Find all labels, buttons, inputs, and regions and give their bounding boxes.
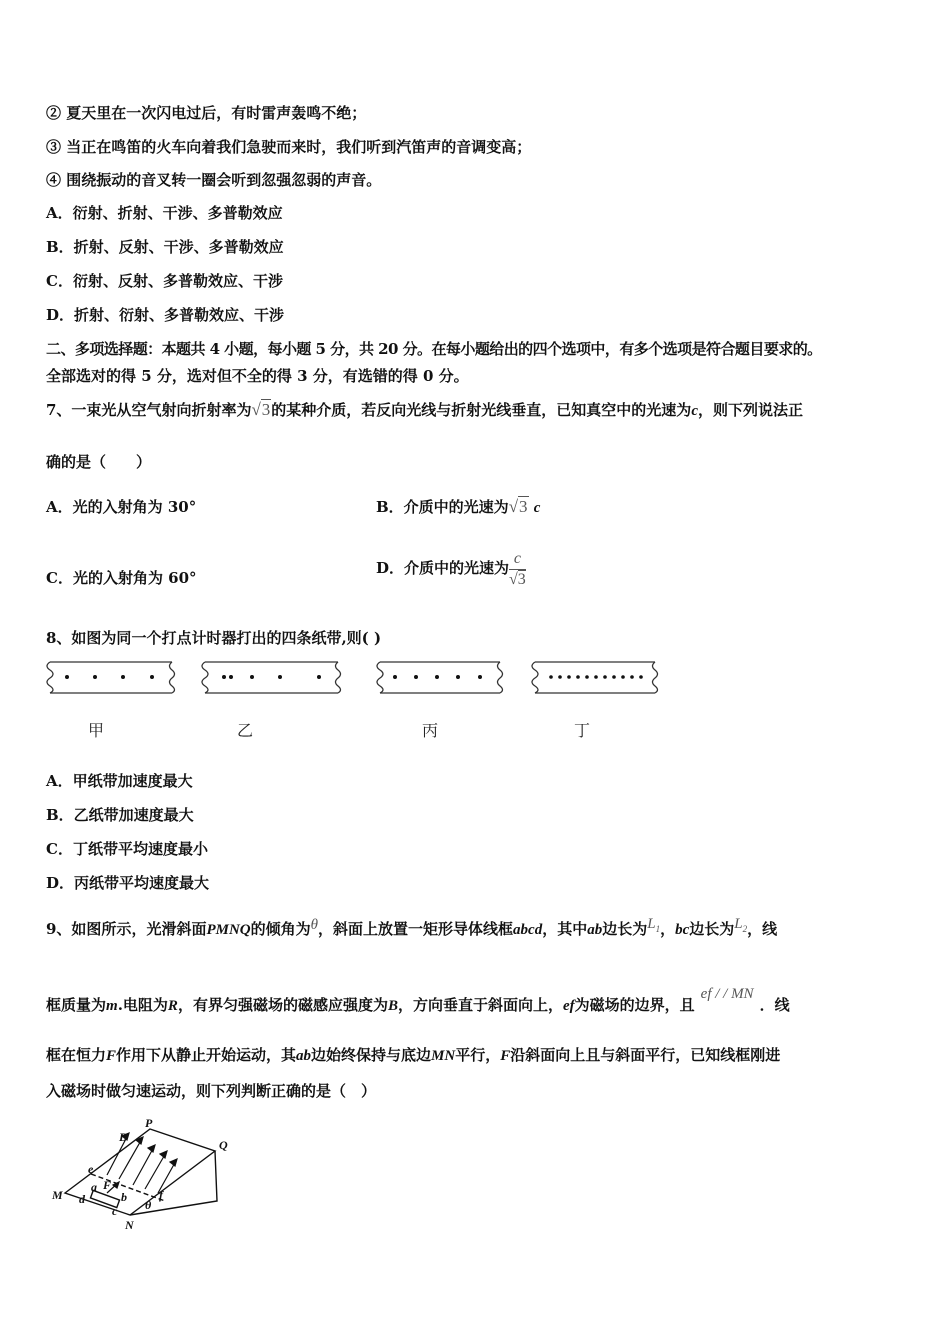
tape-jia-dot	[65, 675, 69, 679]
tape-label-bing: 丙	[422, 721, 439, 740]
tape-label-yi: 乙	[237, 721, 254, 740]
label-f: f	[159, 1188, 163, 1202]
q6-option-c: C．衍射、反射、多普勒效应、干涉	[46, 272, 283, 290]
q8-option-c: C．丁纸带平均速度最小	[46, 840, 208, 858]
q7-option-d: D．介质中的光速为 $\frac{c}{√3}$	[376, 549, 526, 588]
tape-ding-dot	[594, 675, 598, 679]
q9-stem-line2: 框质量为m.电阻为R，有界匀强磁场的磁感应强度为B，方向垂直于斜面向上，ef为磁场的边界，且ef / / MN．线	[46, 986, 790, 1014]
label-q: Q	[219, 1138, 228, 1152]
tape-ding-dot	[558, 675, 562, 679]
tape-ding-dot	[639, 675, 643, 679]
section2-heading-line2: 全部选对的得 5 分，选对但不全的得 3 分，有选错的得 0 分。	[46, 367, 469, 385]
q9-stem-line4: 入磁场时做匀速运动，则下列判断正确的是（ ）	[46, 1082, 377, 1100]
tape-yi-dot	[229, 675, 233, 679]
tape-yi-dot	[317, 675, 321, 679]
label-m: M	[52, 1188, 63, 1202]
q7-stem-line2: 确的是（ ）	[46, 453, 152, 471]
tape-bing-dot	[435, 675, 439, 679]
label-c: c	[112, 1204, 118, 1218]
tape-ding-dot	[612, 675, 616, 679]
label-b-corner: b	[121, 1190, 127, 1204]
q6-item-4: ④ 围绕振动的音叉转一圈会听到忽强忽弱的声音。	[46, 171, 382, 189]
label-p: P	[145, 1116, 153, 1130]
q7-option-a: A．光的入射角为 30°	[46, 498, 197, 516]
q6-item-3: ③ 当正在鸣笛的火车向着我们急驶而来时，我们听到汽笛声的音调变高；	[46, 138, 532, 156]
q6-option-d: D．折射、衍射、多普勒效应、干涉	[46, 306, 285, 324]
q6-item-2: ② 夏天里在一次闪电过后，有时雷声轰鸣不绝；	[46, 104, 367, 122]
tape-ding-dot	[567, 675, 571, 679]
tape-bing-dot	[414, 675, 418, 679]
tape-ding-dot	[603, 675, 607, 679]
tape-bing-dot	[393, 675, 397, 679]
tape-ding-dot	[621, 675, 625, 679]
q6-option-a: A．衍射、折射、干涉、多普勒效应	[46, 204, 283, 222]
label-theta: θ	[145, 1198, 152, 1212]
tape-bing-dot	[478, 675, 482, 679]
field-arrow	[133, 1145, 155, 1185]
tape-jia-dot	[150, 675, 154, 679]
q9-stem-line1: 9、如图所示，光滑斜面PMNQ的倾角为θ，斜面上放置一矩形导体线框abcd，其中ab边长为$L_1$，bc边长为$L_2$，线	[46, 916, 778, 938]
q7-option-c: C．光的入射角为 60°	[46, 569, 197, 587]
tape-jia-dot	[93, 675, 97, 679]
tape-bing-dot	[456, 675, 460, 679]
q8-option-b: B．乙纸带加速度最大	[46, 806, 194, 824]
label-a: a	[91, 1180, 97, 1194]
tape-label-ding: 丁	[574, 721, 591, 740]
tape-ding-dot	[630, 675, 634, 679]
tape-yi-dot	[278, 675, 282, 679]
q9-stem-line3: 框在恒力F作用下从静止开始运动，其ab边始终保持与底边MN平行，F沿斜面向上且与斜面平行，已知线框刚进	[46, 1046, 781, 1064]
tape-yi-dot	[250, 675, 254, 679]
q8-option-d: D．丙纸带平均速度最大	[46, 874, 210, 892]
tape-yi-dot	[222, 675, 226, 679]
label-e: e	[88, 1162, 94, 1176]
tape-ding-dot	[576, 675, 580, 679]
tape-ding-dot	[585, 675, 589, 679]
q8-option-a: A．甲纸带加速度最大	[46, 772, 193, 790]
q7-stem-line1: 7、一束光从空气射向折射率为√3的某种介质，若反向光线与折射光线垂直，已知真空中的光速为c，则下列说法正	[46, 400, 803, 419]
section2-heading-line1: 二、多项选择题：本题共 4 小题，每小题 5 分，共 20 分。在每小题给出的四个选项中，有多个选项是符合题目要求的。	[46, 340, 822, 358]
label-d: d	[79, 1192, 85, 1206]
label-f-force: F	[103, 1178, 112, 1192]
q8-tape-figure	[40, 655, 670, 705]
q8-title: 8、如图为同一个打点计时器打出的四条纸带,则( )	[46, 629, 382, 647]
q6-option-b: B．折射、反射、干涉、多普勒效应	[46, 238, 284, 256]
q9-incline-figure	[45, 1115, 245, 1240]
tape-ding-dot	[549, 675, 553, 679]
label-n: N	[125, 1218, 134, 1232]
tape-jia-dot	[121, 675, 125, 679]
tape-label-jia: 甲	[88, 721, 105, 740]
label-b: B	[119, 1130, 128, 1144]
q7-option-b: B．介质中的光速为√3 c	[376, 497, 541, 516]
